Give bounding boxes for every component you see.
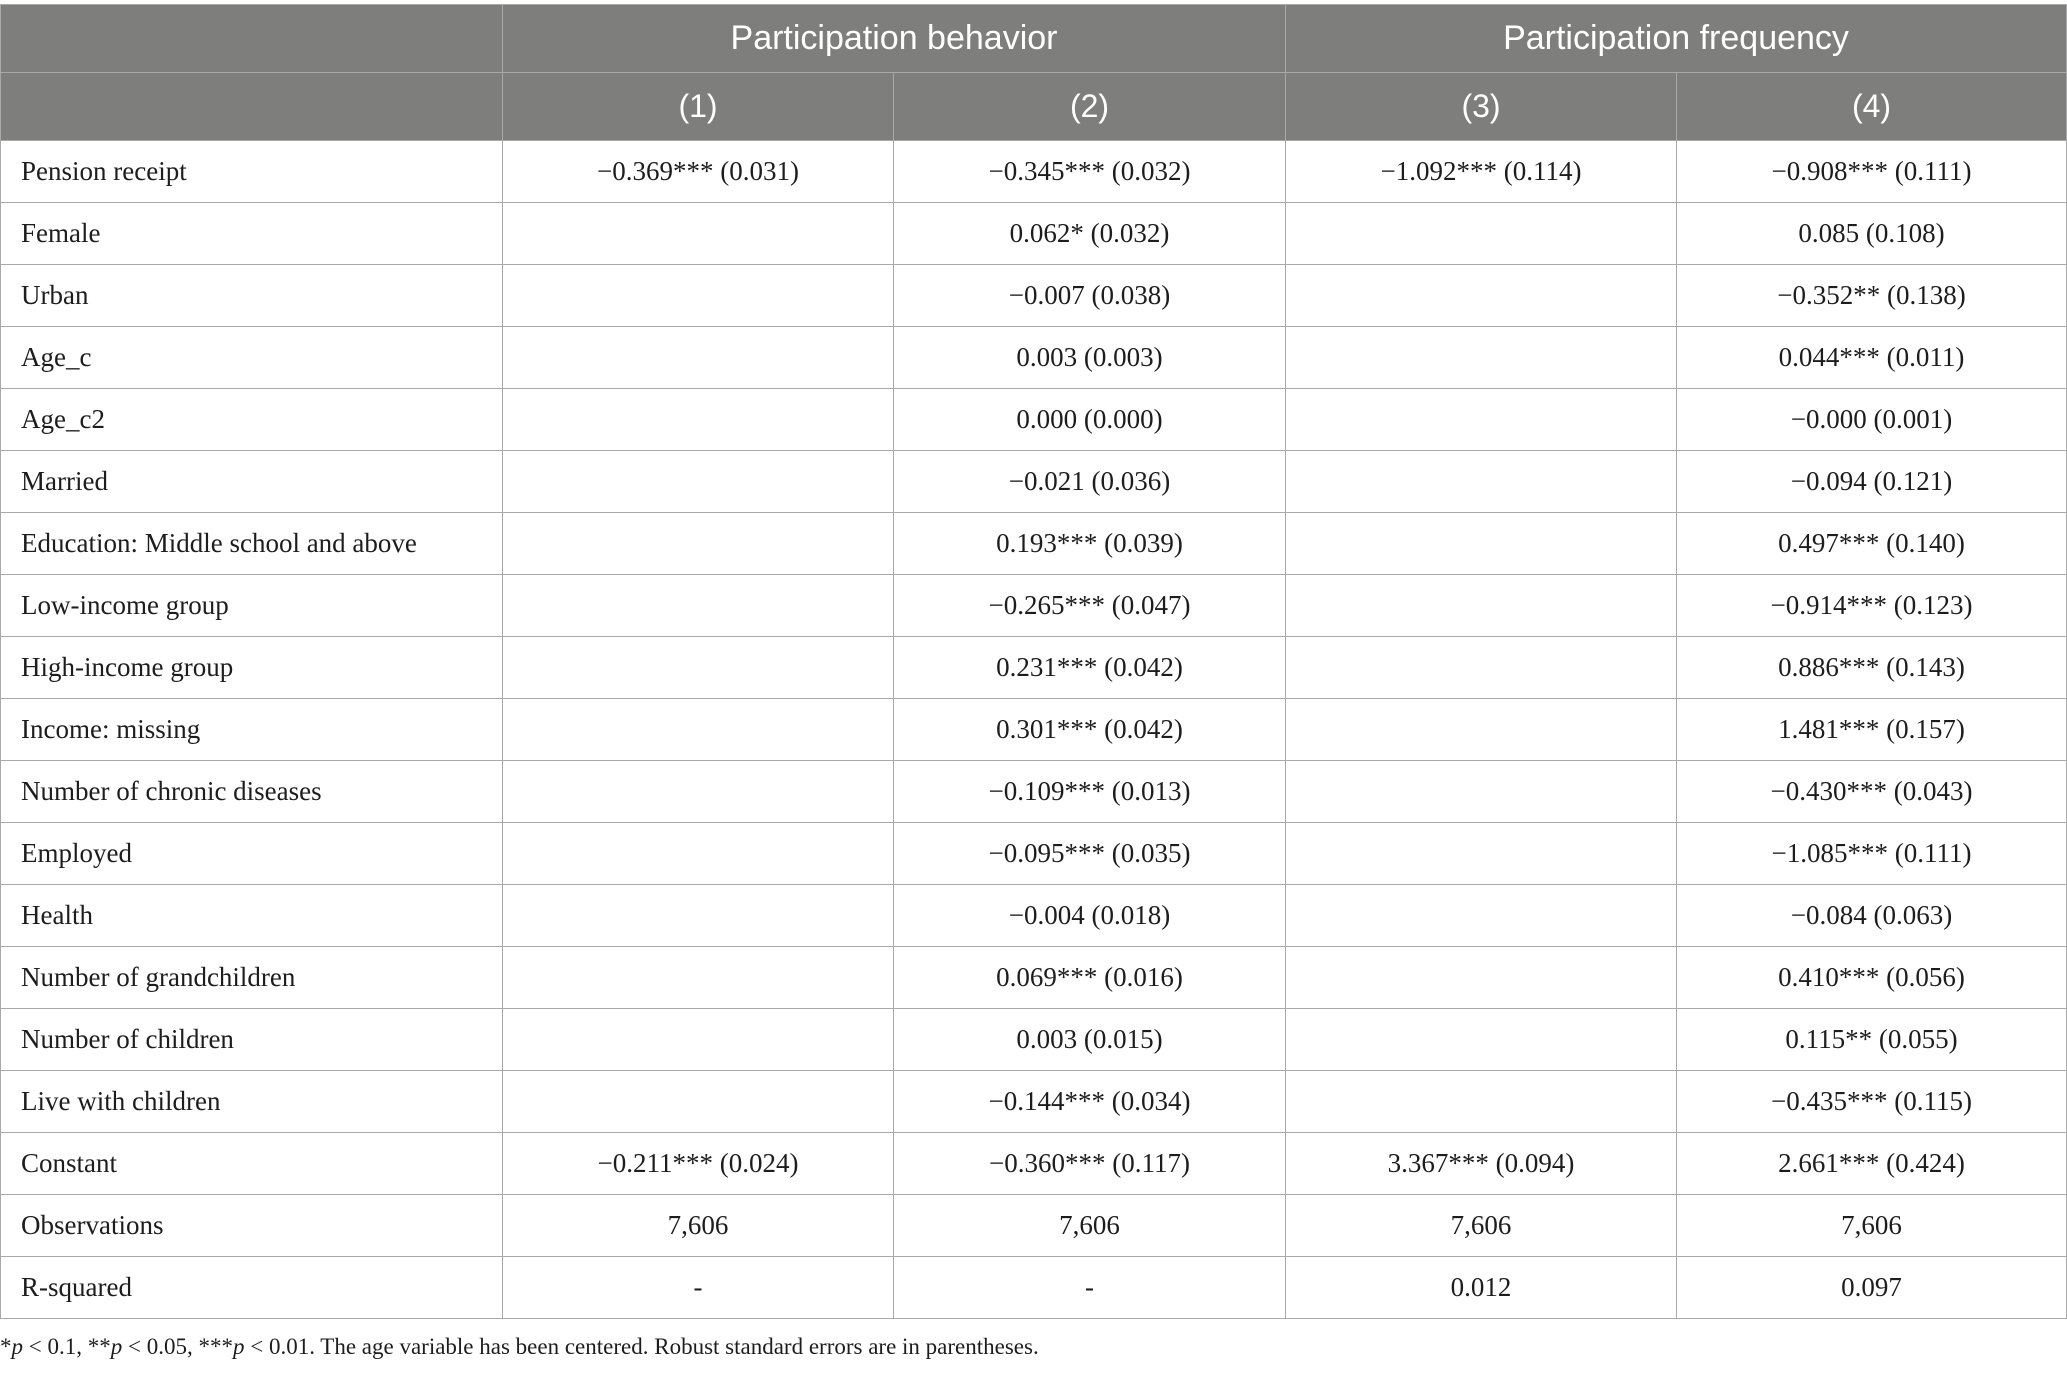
model-header-3: (3): [1286, 73, 1677, 141]
cell-model-1: [503, 327, 894, 389]
row-label: Female: [1, 203, 503, 265]
cell-model-3: −1.092*** (0.114): [1286, 141, 1677, 203]
table-row: [1, 513, 2067, 575]
cell-model-4: 0.097: [1677, 1257, 2067, 1319]
cell-model-1: [503, 451, 894, 513]
table-row: [1, 637, 2067, 699]
cell-model-4: 2.661*** (0.424): [1677, 1133, 2067, 1195]
row-label: Number of chronic diseases: [1, 761, 503, 823]
row-label: Pension receipt: [1, 141, 503, 203]
row-label: Married: [1, 451, 503, 513]
cell-model-3: [1286, 513, 1677, 575]
cell-model-4: 0.497*** (0.140): [1677, 513, 2067, 575]
row-label: Observations: [1, 1195, 503, 1257]
cell-model-1: −0.211*** (0.024): [503, 1133, 894, 1195]
cell-model-4: 1.481*** (0.157): [1677, 699, 2067, 761]
cell-model-3: [1286, 575, 1677, 637]
cell-model-3: [1286, 823, 1677, 885]
cell-model-1: [503, 885, 894, 947]
cell-model-2: 0.003 (0.003): [894, 327, 1286, 389]
row-label: Health: [1, 885, 503, 947]
row-label: Number of children: [1, 1009, 503, 1071]
cell-model-3: [1286, 885, 1677, 947]
model-header-row: [1, 73, 2067, 141]
group-header-row: [1, 5, 2067, 73]
table-row: [1, 761, 2067, 823]
row-label: Urban: [1, 265, 503, 327]
cell-model-1: −0.369*** (0.031): [503, 141, 894, 203]
cell-model-4: 0.410*** (0.056): [1677, 947, 2067, 1009]
cell-model-1: [503, 389, 894, 451]
cell-model-4: 0.115** (0.055): [1677, 1009, 2067, 1071]
cell-model-1: [503, 699, 894, 761]
cell-model-2: 7,606: [894, 1195, 1286, 1257]
cell-model-3: [1286, 203, 1677, 265]
cell-model-3: [1286, 1071, 1677, 1133]
row-label: High-income group: [1, 637, 503, 699]
cell-model-2: 0.069*** (0.016): [894, 947, 1286, 1009]
cell-model-2: −0.345*** (0.032): [894, 141, 1286, 203]
cell-model-3: [1286, 699, 1677, 761]
cell-model-1: [503, 1071, 894, 1133]
row-label: Number of grandchildren: [1, 947, 503, 1009]
cell-model-4: −0.914*** (0.123): [1677, 575, 2067, 637]
table-row: [1, 141, 2067, 203]
row-label: Age_c2: [1, 389, 503, 451]
table-row: [1, 885, 2067, 947]
cell-model-2: −0.360*** (0.117): [894, 1133, 1286, 1195]
cell-model-3: [1286, 1009, 1677, 1071]
corner-cell: [1, 5, 503, 73]
cell-model-4: −0.908*** (0.111): [1677, 141, 2067, 203]
model-header-2: (2): [894, 73, 1286, 141]
cell-model-3: 0.012: [1286, 1257, 1677, 1319]
cell-model-1: [503, 823, 894, 885]
cell-model-4: −0.000 (0.001): [1677, 389, 2067, 451]
cell-model-2: 0.231*** (0.042): [894, 637, 1286, 699]
cell-model-3: [1286, 637, 1677, 699]
row-label: Employed: [1, 823, 503, 885]
cell-model-2: 0.193*** (0.039): [894, 513, 1286, 575]
table-row: [1, 327, 2067, 389]
cell-model-1: [503, 1009, 894, 1071]
cell-model-1: [503, 575, 894, 637]
table-row: [1, 389, 2067, 451]
row-label: Constant: [1, 1133, 503, 1195]
table-row: [1, 1133, 2067, 1195]
table-row: [1, 203, 2067, 265]
table-footnote: *p < 0.1, **p < 0.05, ***p < 0.01. The age variable has been centered. Robust standard errors are in parentheses.: [0, 1334, 1039, 1359]
group-header-participation-frequency: Participation frequency: [1286, 5, 2067, 73]
row-label: Low-income group: [1, 575, 503, 637]
table-row: [1, 1257, 2067, 1319]
cell-model-2: 0.000 (0.000): [894, 389, 1286, 451]
cell-model-3: [1286, 761, 1677, 823]
cell-model-4: 0.085 (0.108): [1677, 203, 2067, 265]
cell-model-3: [1286, 389, 1677, 451]
cell-model-2: 0.301*** (0.042): [894, 699, 1286, 761]
cell-model-4: 7,606: [1677, 1195, 2067, 1257]
cell-model-1: [503, 265, 894, 327]
row-label: Age_c: [1, 327, 503, 389]
cell-model-2: −0.144*** (0.034): [894, 1071, 1286, 1133]
cell-model-4: −0.430*** (0.043): [1677, 761, 2067, 823]
table-row: [1, 1009, 2067, 1071]
cell-model-4: 0.886*** (0.143): [1677, 637, 2067, 699]
table-row: [1, 451, 2067, 513]
table-row: [1, 947, 2067, 1009]
model-header-4: (4): [1677, 73, 2067, 141]
cell-model-3: 7,606: [1286, 1195, 1677, 1257]
table-row: [1, 1195, 2067, 1257]
cell-model-1: 7,606: [503, 1195, 894, 1257]
cell-model-2: −0.265*** (0.047): [894, 575, 1286, 637]
row-label: Education: Middle school and above: [1, 513, 503, 575]
cell-model-4: 0.044*** (0.011): [1677, 327, 2067, 389]
cell-model-2: -: [894, 1257, 1286, 1319]
cell-model-2: −0.007 (0.038): [894, 265, 1286, 327]
cell-model-3: [1286, 327, 1677, 389]
cell-model-3: [1286, 265, 1677, 327]
cell-model-2: −0.021 (0.036): [894, 451, 1286, 513]
corner-cell: [1, 73, 503, 141]
model-header-1: (1): [503, 73, 894, 141]
cell-model-3: [1286, 451, 1677, 513]
table-row: [1, 575, 2067, 637]
cell-model-2: −0.095*** (0.035): [894, 823, 1286, 885]
cell-model-1: [503, 203, 894, 265]
cell-model-2: 0.003 (0.015): [894, 1009, 1286, 1071]
cell-model-4: −0.352** (0.138): [1677, 265, 2067, 327]
cell-model-4: −0.084 (0.063): [1677, 885, 2067, 947]
cell-model-1: [503, 513, 894, 575]
row-label: R-squared: [1, 1257, 503, 1319]
cell-model-1: [503, 947, 894, 1009]
group-header-participation-behavior: Participation behavior: [503, 5, 1286, 73]
row-label: Income: missing: [1, 699, 503, 761]
regression-table: [0, 4, 2067, 1319]
table-row: [1, 265, 2067, 327]
table-row: [1, 1071, 2067, 1133]
cell-model-1: [503, 761, 894, 823]
cell-model-4: −1.085*** (0.111): [1677, 823, 2067, 885]
cell-model-1: -: [503, 1257, 894, 1319]
cell-model-4: −0.435*** (0.115): [1677, 1071, 2067, 1133]
row-label: Live with children: [1, 1071, 503, 1133]
cell-model-2: −0.004 (0.018): [894, 885, 1286, 947]
table-row: [1, 699, 2067, 761]
cell-model-2: −0.109*** (0.013): [894, 761, 1286, 823]
cell-model-4: −0.094 (0.121): [1677, 451, 2067, 513]
cell-model-3: [1286, 947, 1677, 1009]
cell-model-3: 3.367*** (0.094): [1286, 1133, 1677, 1195]
cell-model-1: [503, 637, 894, 699]
table-body: [1, 141, 2067, 1319]
cell-model-2: 0.062* (0.032): [894, 203, 1286, 265]
table-row: [1, 823, 2067, 885]
